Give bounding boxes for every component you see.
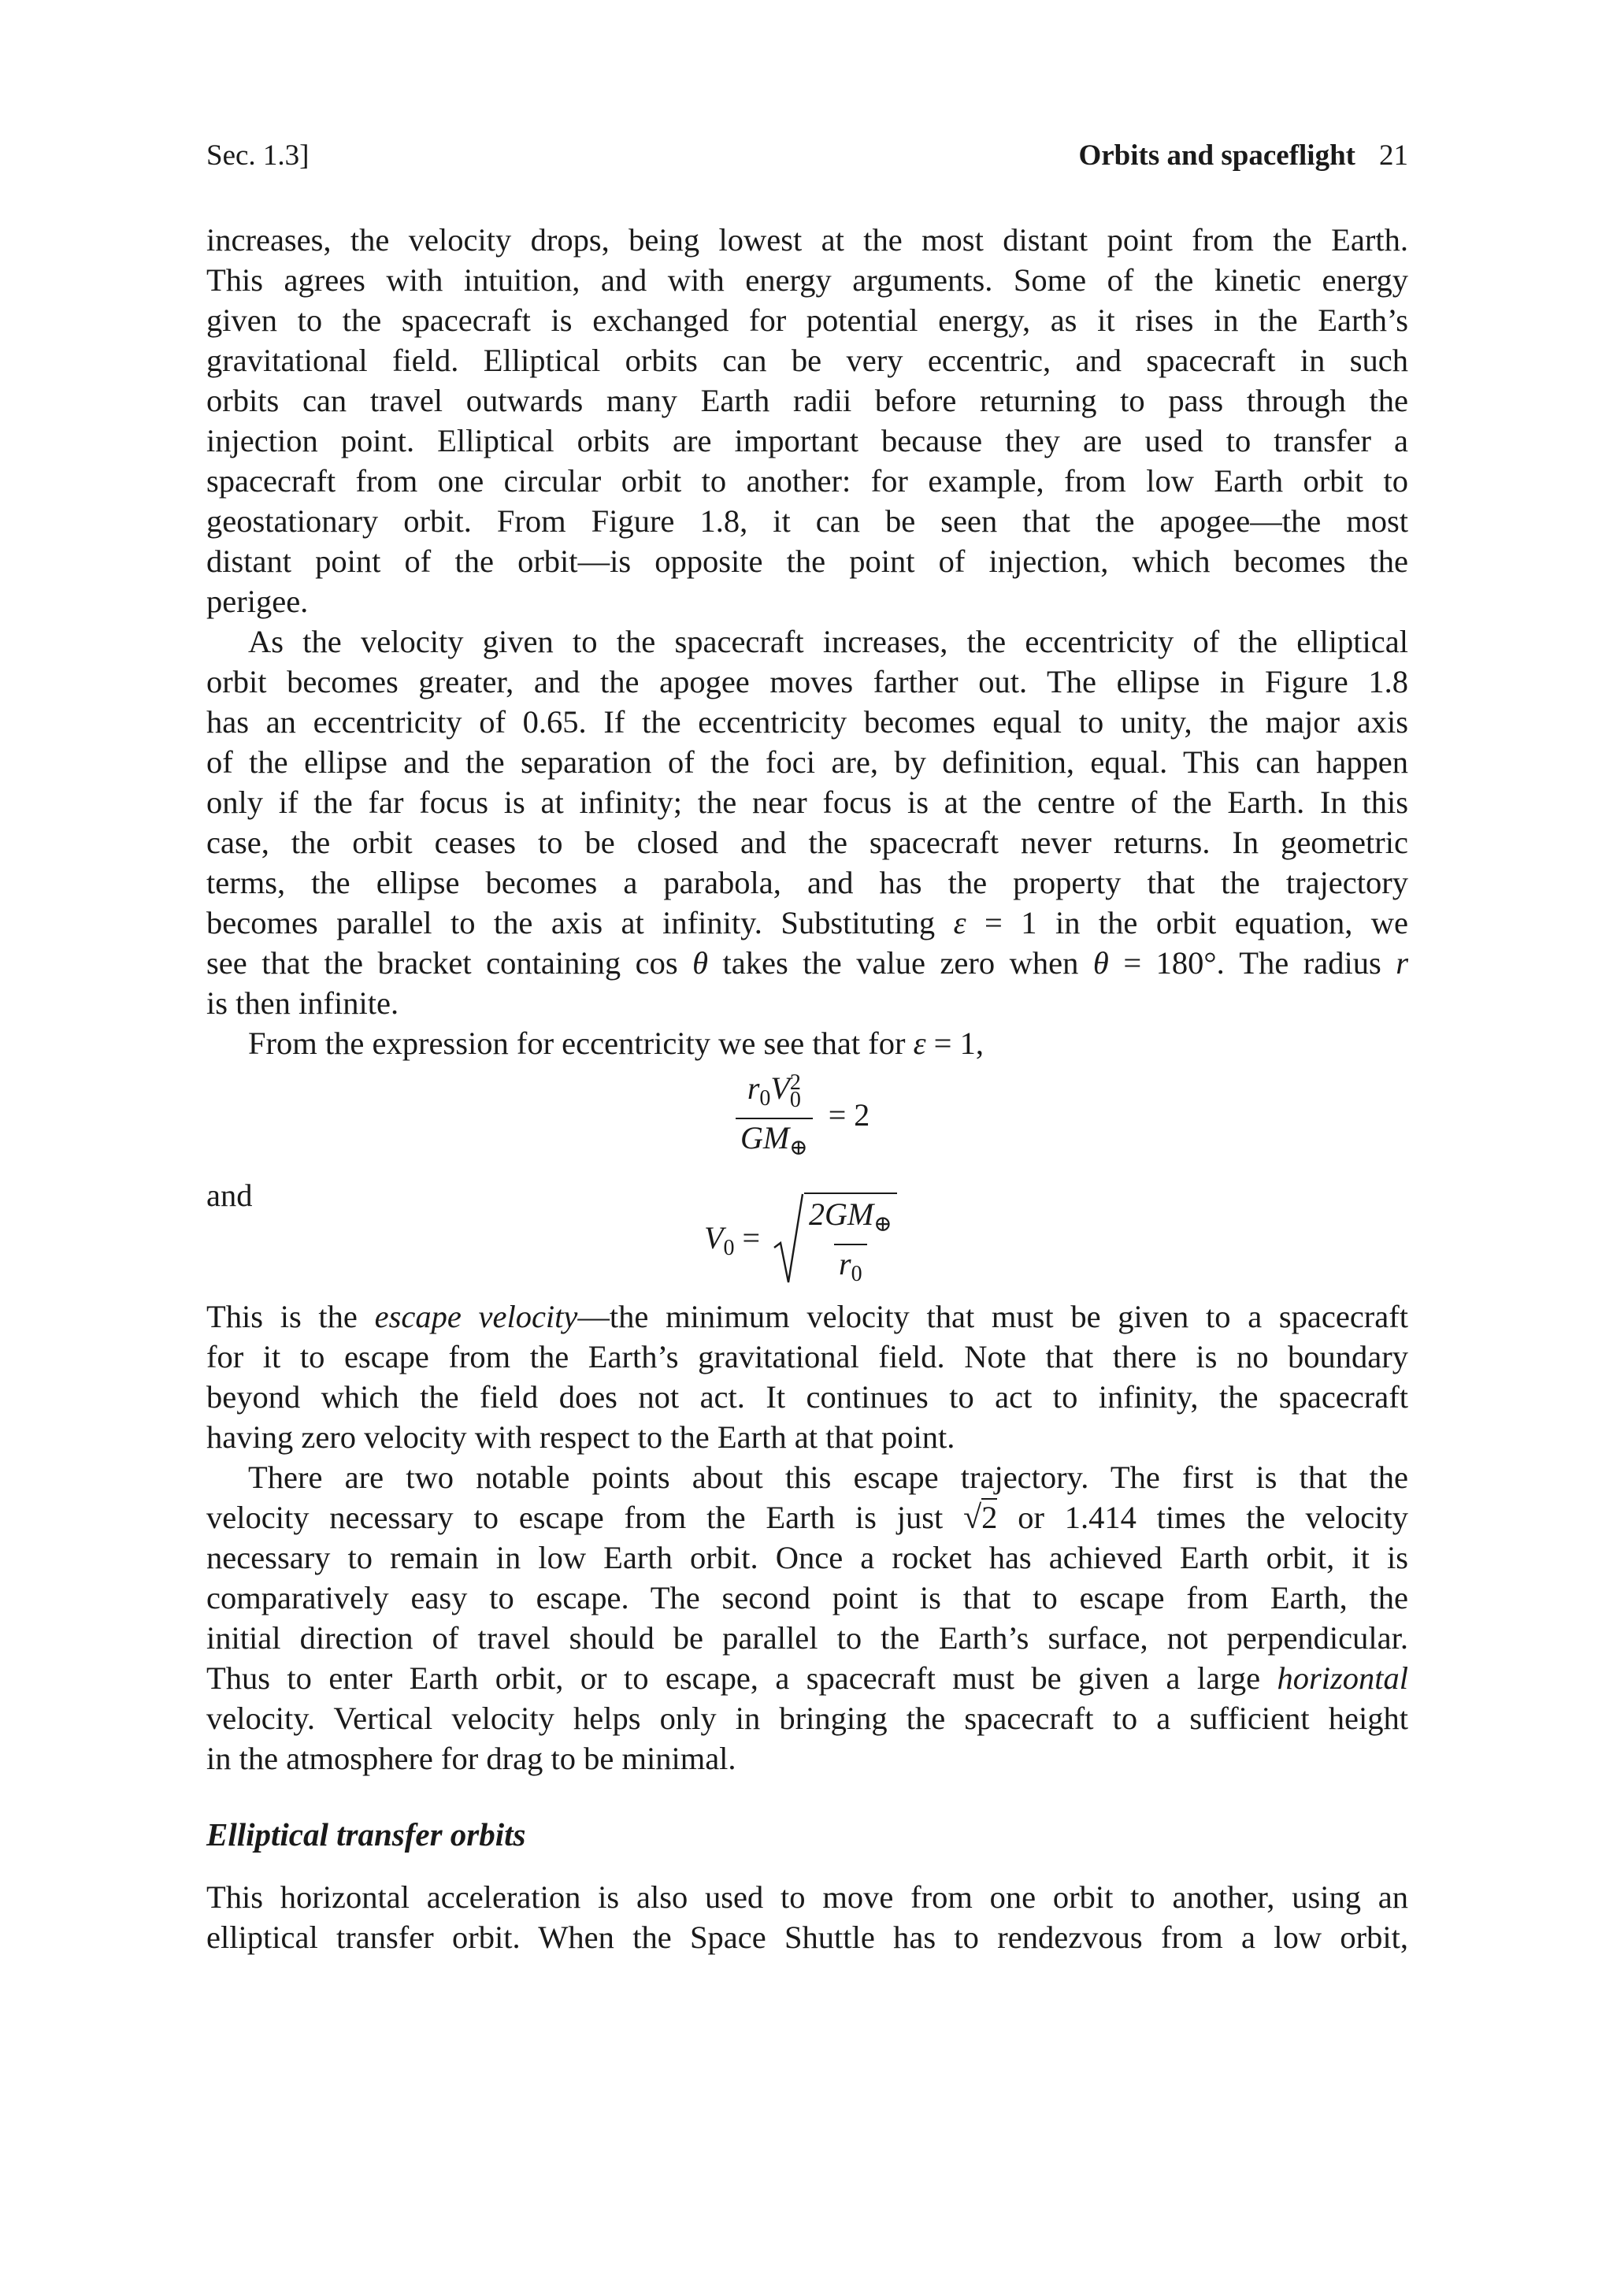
- text-fragment: see that the bracket containing cos: [206, 945, 693, 981]
- fraction-denominator: [834, 1244, 867, 1293]
- square-root: [773, 1193, 897, 1293]
- text-line: geostationary orbit. From Figure 1.8, it can be seen that the apogee—the most: [206, 503, 1408, 539]
- text-fragment: Thus to enter Earth orbit, or to escape, a spacecraft must be given a large: [206, 1660, 1277, 1696]
- page-number: 21: [1379, 139, 1408, 172]
- math-var: V: [704, 1220, 724, 1256]
- math-subscript: 0: [759, 1086, 771, 1111]
- equation-1: [736, 1070, 870, 1167]
- radius-symbol: r: [1396, 945, 1408, 981]
- math-var: GM: [740, 1120, 790, 1155]
- math-superscript: 2: [789, 1070, 801, 1095]
- epsilon-symbol: ε: [913, 1026, 926, 1061]
- text-line: comparatively easy to escape. The second point is that to escape from Earth, the: [206, 1580, 1408, 1615]
- text-line: [206, 1658, 1408, 1698]
- epsilon-symbol: ε: [953, 905, 966, 940]
- text-line: of the ellipse and the separation of the foci are, by definition, equal. This can happen: [206, 744, 1408, 780]
- equation-escape-velocity: [206, 1166, 1408, 1296]
- text-fragment: = 1,: [925, 1026, 984, 1061]
- emphasis-term: escape velocity: [374, 1299, 578, 1334]
- text-line: [206, 1497, 1408, 1537]
- theta-symbol: θ: [692, 945, 709, 981]
- text-fragment: = 1 in the orbit equation, we: [966, 905, 1408, 940]
- text-line: spacecraft from one circular orbit to another: for example, from low Earth orbit to: [206, 463, 1408, 499]
- page-body: [206, 220, 1408, 1957]
- text-line: This horizontal acceleration is also used to move from one orbit to another, using an: [206, 1879, 1408, 1915]
- text-line: in the atmosphere for drag to be minimal.: [206, 1741, 736, 1776]
- running-header: [206, 139, 1408, 180]
- paragraph-5: [206, 1457, 1408, 1779]
- text-line: [206, 1296, 1408, 1337]
- math-subscript: 0: [723, 1236, 735, 1260]
- equation-2: [704, 1193, 897, 1293]
- radical-sign-icon: [773, 1193, 804, 1285]
- text-fragment: From the expression for eccentricity we see that for: [248, 1026, 914, 1061]
- emphasis-term: horizontal: [1277, 1660, 1408, 1696]
- paragraph-3: [206, 1023, 1408, 1063]
- text-line: initial direction of travel should be parallel to the Earth’s surface, not perpendicular.: [206, 1620, 1408, 1656]
- text-line: case, the orbit ceases to be closed and the spacecraft never returns. In geometric: [206, 825, 1408, 860]
- equals-sign: =: [742, 1220, 760, 1256]
- paragraph-4: [206, 1296, 1408, 1457]
- text-line: only if the far focus is at infinity; the near focus is at the centre of the Earth. In this: [206, 784, 1408, 820]
- text-line: orbit becomes greater, and the apogee moves farther out. The ellipse in Figure 1.8: [206, 664, 1408, 699]
- math-var: 2GM: [809, 1196, 874, 1232]
- text-line: orbits can travel outwards many Earth radii before returning to pass through the: [206, 383, 1408, 418]
- text-line: for it to escape from the Earth’s gravitational field. Note that there is no boundary: [206, 1339, 1408, 1374]
- fraction: [804, 1196, 897, 1293]
- text-line: [206, 903, 1408, 943]
- equation-eccentricity: [206, 1063, 1408, 1166]
- text-line: injection point. Elliptical orbits are important because they are used to transfer a: [206, 423, 1408, 458]
- header-right: [1078, 139, 1408, 172]
- fraction: [736, 1070, 813, 1167]
- text-line: increases, the velocity drops, being lowest at the most distant point from the Earth.: [206, 222, 1408, 258]
- text-line: having zero velocity with respect to the Earth at that point.: [206, 1419, 955, 1455]
- radicand: 2: [981, 1500, 998, 1535]
- earth-symbol: ⊕: [789, 1136, 808, 1160]
- text-line: gravitational field. Elliptical orbits can be very eccentric, and spacecraft in such: [206, 343, 1408, 378]
- fraction-numerator: [743, 1070, 806, 1118]
- paragraph-6: [206, 1877, 1408, 1957]
- text-fragment: —the minimum velocity that must be given to a spacecraft: [577, 1299, 1408, 1334]
- text-fragment: takes the value zero when: [708, 945, 1093, 981]
- text-line: perigee.: [206, 584, 309, 619]
- text-line: beyond which the field does not act. It continues to act to infinity, the spacecraft: [206, 1379, 1408, 1415]
- theta-symbol: θ: [1092, 945, 1109, 981]
- math-var: r: [747, 1070, 760, 1106]
- text-line: elliptical transfer orbit. When the Space Shuttle has to rendezvous from a low orbit,: [206, 1920, 1408, 1955]
- text-line: There are two notable points about this escape trajectory. The first is that the: [248, 1460, 1408, 1495]
- text-fragment: This is the: [206, 1299, 375, 1334]
- text-line: necessary to remain in low Earth orbit. Once a rocket has achieved Earth orbit, it is: [206, 1540, 1408, 1575]
- text-fragment: velocity necessary to escape from the Earth is just: [206, 1500, 964, 1535]
- paragraph-1: [206, 220, 1408, 621]
- chapter-title: Orbits and spaceflight: [1078, 139, 1355, 172]
- fraction-denominator: [736, 1118, 813, 1167]
- text-line: As the velocity given to the spacecraft increases, the eccentricity of the elliptical: [248, 624, 1408, 659]
- text-fragment: becomes parallel to the axis at infinity. Substituting: [206, 905, 954, 940]
- section-number: Sec. 1.3]: [206, 139, 310, 172]
- and-word: and: [206, 1178, 253, 1213]
- text-fragment: = 180°. The radius: [1108, 945, 1396, 981]
- text-line: terms, the ellipse becomes a parabola, and has the property that the trajectory: [206, 865, 1408, 900]
- math-subscript: 0: [789, 1087, 801, 1112]
- paragraph-2: [206, 621, 1408, 1023]
- text-line: has an eccentricity of 0.65. If the eccentricity becomes equal to unity, the major axis: [206, 704, 1408, 740]
- math-var: r: [839, 1246, 851, 1282]
- text-line: [206, 1023, 1408, 1063]
- section-heading: Elliptical transfer orbits: [206, 1816, 526, 1853]
- radical-sign-icon: √: [963, 1500, 982, 1536]
- text-line: This agrees with intuition, and with energy arguments. Some of the kinetic energy: [206, 262, 1408, 298]
- math-subscript: 0: [851, 1262, 862, 1286]
- text-line: [206, 943, 1408, 983]
- equation-lhs: [704, 1218, 760, 1268]
- text-line: velocity. Vertical velocity helps only in bringing the spacecraft to a sufficient height: [206, 1701, 1408, 1736]
- text-line: is then infinite.: [206, 985, 399, 1021]
- text-line: given to the spacecraft is exchanged for potential energy, as it rises in the Earth’s: [206, 302, 1408, 338]
- radicand: [804, 1193, 897, 1293]
- math-script: [789, 1070, 801, 1112]
- text-fragment: or 1.414 times the velocity: [997, 1500, 1408, 1535]
- earth-symbol: ⊕: [873, 1212, 892, 1237]
- inline-sqrt: [963, 1497, 997, 1538]
- text-line: distant point of the orbit—is opposite the point of injection, which becomes the: [206, 543, 1408, 579]
- math-var: V: [770, 1070, 790, 1106]
- fraction-numerator: [804, 1196, 897, 1244]
- equation-rhs: = 2: [828, 1097, 870, 1133]
